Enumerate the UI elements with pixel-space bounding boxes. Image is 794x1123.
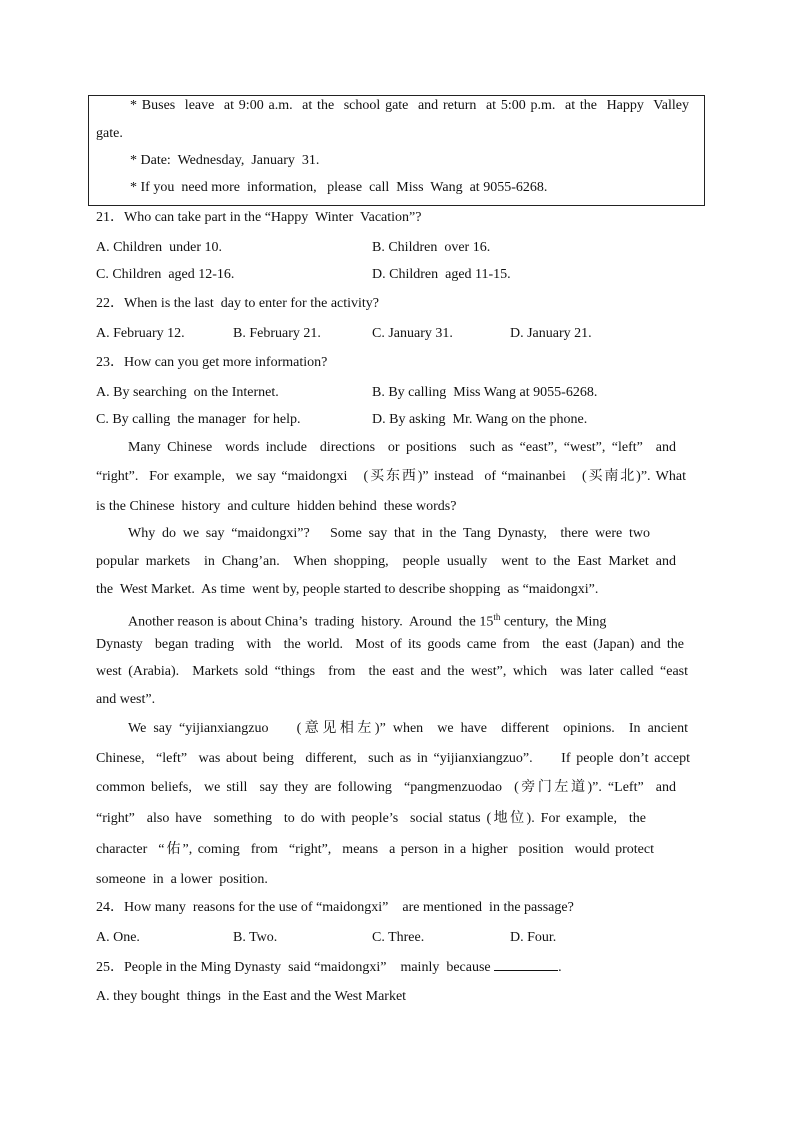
q22-option-c[interactable]: C. January 31. <box>372 326 453 341</box>
passage-p4-line6: someone in a lower position. <box>96 872 268 887</box>
q24-option-d[interactable]: D. Four. <box>510 930 557 945</box>
notice-line-info: * If you need more information, please call Miss Wang at 9055-6268. <box>130 180 548 195</box>
question-25 <box>96 958 562 977</box>
q25-option-a[interactable]: A. they bought things in the East and the West Market <box>96 989 407 1004</box>
notice-line-gate: gate. <box>96 126 123 141</box>
q21-option-d[interactable]: D. Children aged 11-15. <box>372 267 511 282</box>
q23-option-c[interactable]: C. By calling the manager for help. <box>96 412 301 427</box>
passage-p1-line2: “right”. For example, we say “maidongxi (买东西)” instead of “mainanbei (买南北)”. What <box>96 469 686 484</box>
question-23: 23．How can you get more information? <box>96 355 328 370</box>
passage-p3-line1-start: Another reason is about China’s trading history. Around the 15 <box>128 614 494 630</box>
q24-option-a[interactable]: A. One. <box>96 930 140 945</box>
q22-option-a[interactable]: A. February 12. <box>96 326 185 341</box>
passage-p3-line3: west (Arabia). Markets sold “things from the east and the west”, which was later called “east <box>96 664 688 679</box>
passage-p2-line1: Why do we say “maidongxi”? Some say that in the Tang Dynasty, there were two <box>128 526 650 541</box>
q24-option-c[interactable]: C. Three. <box>372 930 425 945</box>
q21-option-b[interactable]: B. Children over 16. <box>372 240 491 255</box>
q21-option-c[interactable]: C. Children aged 12-16. <box>96 267 235 282</box>
passage-p4-line2: Chinese, “left” was about being different, such as in “yijianxiangzuo”. If people don’t accept <box>96 751 690 766</box>
q23-option-a[interactable]: A. By searching on the Internet. <box>96 385 279 400</box>
question-22: 22．When is the last day to enter for the activity? <box>96 296 380 311</box>
passage-p3-line1-end: century, the Ming <box>500 614 607 630</box>
passage-p2-line3: the West Market. As time went by, people started to describe shopping as “maidongxi”. <box>96 582 599 597</box>
question-24: 24．How many reasons for the use of “maidongxi” are mentioned in the passage? <box>96 900 574 915</box>
passage-p1-line3: is the Chinese history and culture hidden behind these words? <box>96 499 457 514</box>
q23-option-b[interactable]: B. By calling Miss Wang at 9055-6268. <box>372 385 598 400</box>
passage-p4-line5: character “佑”, coming from “right”, means a person in a higher position would protect <box>96 842 654 857</box>
q22-option-b[interactable]: B. February 21. <box>233 326 321 341</box>
passage-p4-line4: “right” also have something to do with people’s social status (地位). For example, the <box>96 811 646 826</box>
question-25-stem-end: . <box>558 960 562 975</box>
passage-p3-line4: and west”. <box>96 692 156 707</box>
passage-p3-line1 <box>128 608 606 632</box>
answer-blank[interactable] <box>494 958 558 971</box>
passage-p2-line2: popular markets in Chang’an. When shopping, people usually went to the East Market and <box>96 554 676 569</box>
q22-option-d[interactable]: D. January 21. <box>510 326 592 341</box>
passage-p1-line1: Many Chinese words include directions or positions such as “east”, “west”, “left” and <box>128 440 676 455</box>
notice-line-date: * Date: Wednesday, January 31. <box>130 153 320 168</box>
notice-line-buses: * Buses leave at 9:00 a.m. at the school gate and return at 5:00 p.m. at the Happy Valley <box>130 98 689 113</box>
question-21: 21．Who can take part in the “Happy Winter Vacation”? <box>96 210 422 225</box>
passage-p3-line2: Dynasty began trading with the world. Most of its goods came from the east (Japan) and the <box>96 637 684 652</box>
q24-option-b[interactable]: B. Two. <box>233 930 278 945</box>
q23-option-d[interactable]: D. By asking Mr. Wang on the phone. <box>372 412 588 427</box>
passage-p4-line1: We say “yijianxiangzuo (意见相左)” when we have different opinions. In ancient <box>128 721 688 736</box>
q21-option-a[interactable]: A. Children under 10. <box>96 240 222 255</box>
ordinal-suffix: th <box>493 612 501 622</box>
question-25-stem: 25．People in the Ming Dynasty said “maidongxi” mainly because <box>96 960 491 975</box>
passage-p4-line3: common beliefs, we still say they are following “pangmenzuodao (旁门左道)”. “Left” and <box>96 780 676 795</box>
